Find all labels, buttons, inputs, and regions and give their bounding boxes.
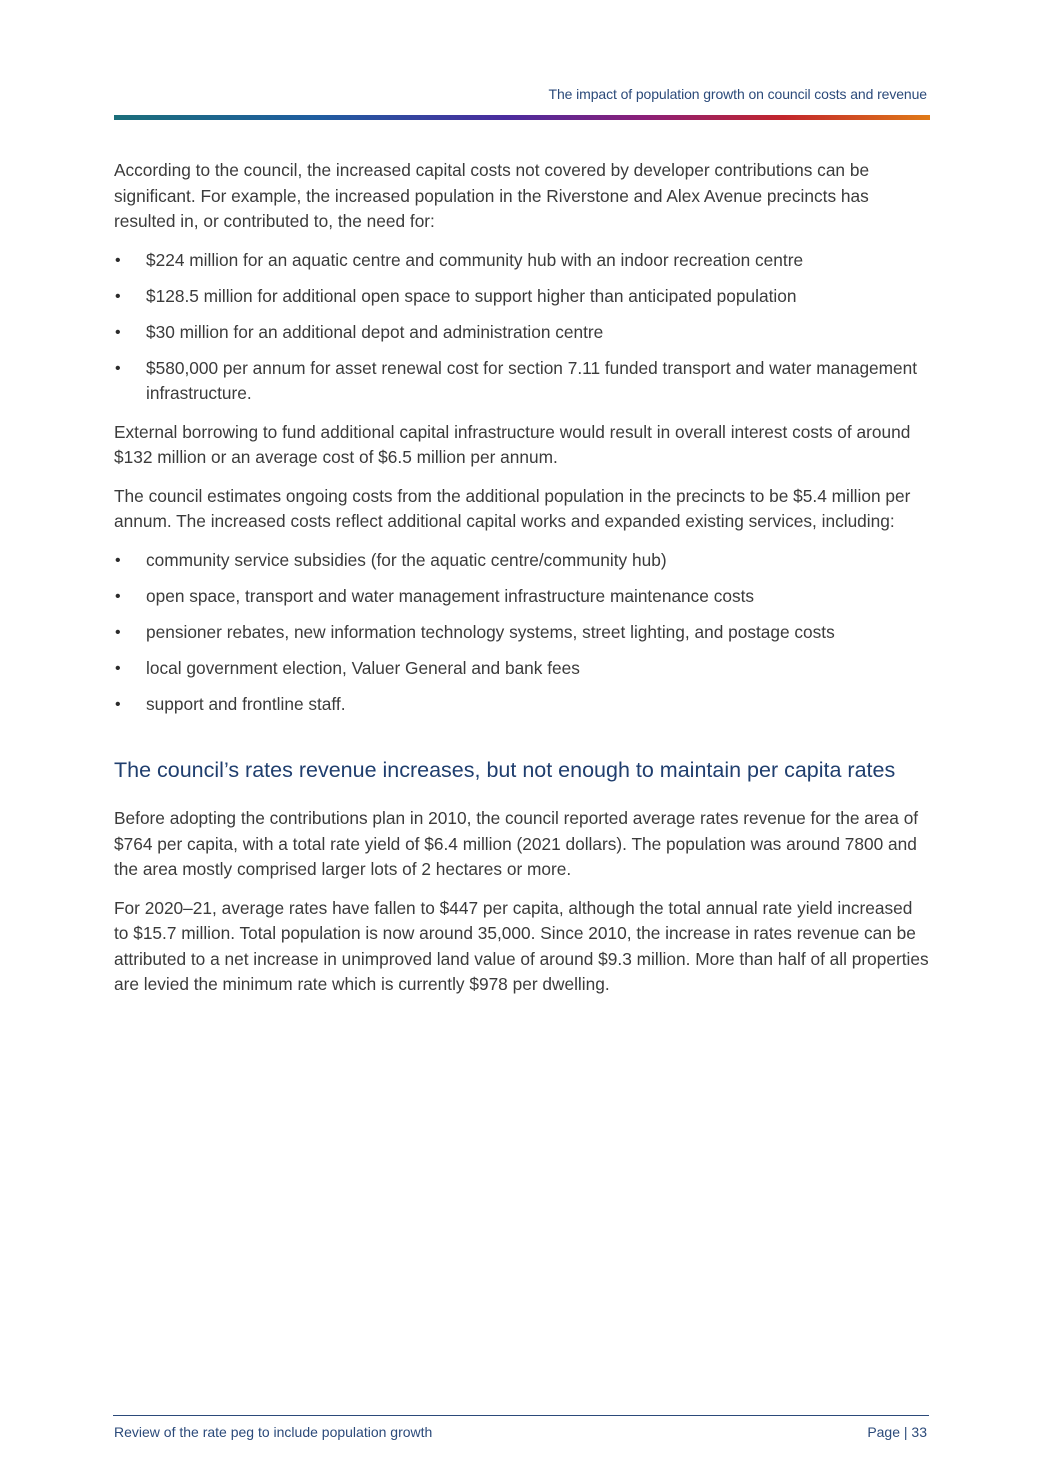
footer-document-title: Review of the rate peg to include population growth (114, 1424, 433, 1440)
list-item: • $580,000 per annum for asset renewal cost for section 7.11 funded transport and water management infrastructure. (114, 356, 930, 407)
list-item: • $128.5 million for additional open space to support higher than anticipated population (114, 284, 930, 310)
ongoing-costs-paragraph: The council estimates ongoing costs from the additional population in the precincts to be $5.4 million per annum. The increased costs reflect additional capital works and expanded existing services, including: (114, 485, 911, 531)
intro-paragraph: According to the council, the increased capital costs not covered by developer contributions can be significant. For example, the increased population in the Riverstone and Alex Avenue precincts has resulted in, or contributed to, the need for: (114, 160, 870, 231)
header-gradient-rule (114, 115, 930, 120)
list-item: • local government election, Valuer General and bank fees (114, 656, 930, 682)
section-heading: The council’s rates revenue increases, but not enough to maintain per capita rates (114, 758, 896, 782)
rates-history-paragraph: Before adopting the contributions plan in 2010, the council reported average rates revenue for the area of $764 per capita, with a total rate yield of $6.4 million (2021 dollars). The population was around 7800 and the area mostly comprised larger lots of 2 hectares or more. (114, 808, 919, 879)
page-number: Page | 33 (867, 1424, 927, 1440)
list-item: • $30 million for an additional depot and administration centre (114, 320, 930, 346)
footer-rule (113, 1415, 929, 1416)
capital-costs-list (114, 248, 930, 407)
list-item: • pensioner rebates, new information technology systems, street lighting, and postage costs (114, 620, 930, 646)
page-content (114, 158, 930, 1011)
list-item: • $224 million for an aquatic centre and community hub with an indoor recreation centre (114, 248, 930, 274)
list-item: • open space, transport and water management infrastructure maintenance costs (114, 584, 930, 610)
ongoing-costs-list (114, 548, 930, 718)
borrowing-paragraph: External borrowing to fund additional capital infrastructure would result in overall interest costs of around $132 million or an average cost of $6.5 million per annum. (114, 421, 911, 467)
running-header: The impact of population growth on council costs and revenue (548, 86, 927, 102)
list-item: • support and frontline staff. (114, 692, 930, 718)
rates-current-paragraph: For 2020–21, average rates have fallen to $447 per capita, although the total annual rate yield increased to $15.7 million. Total population is now around 35,000. Since 2010, the increase in rates revenue can be attributed to a net increase in unimproved land value of around $9.3 million. More than half of all properties are levied the minimum rate which is currently $978 per dwelling. (114, 897, 929, 994)
list-item: • community service subsidies (for the aquatic centre/community hub) (114, 548, 930, 574)
